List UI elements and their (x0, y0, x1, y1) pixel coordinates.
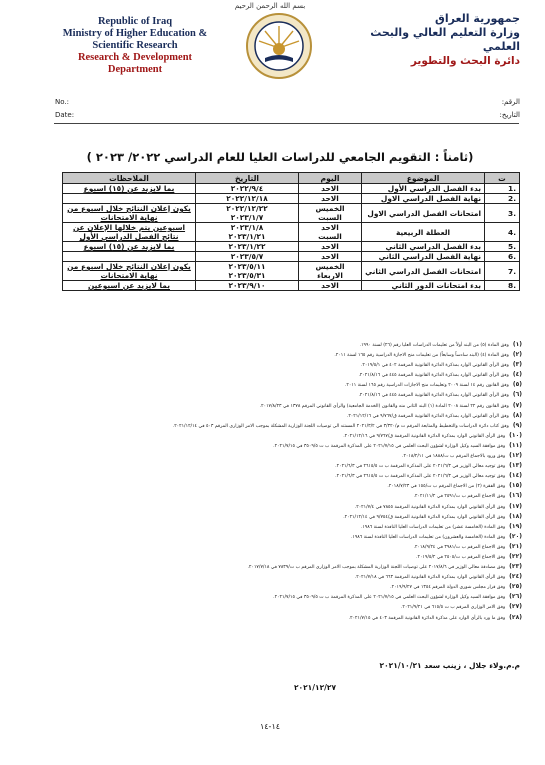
header-arabic (345, 12, 520, 68)
table-row (63, 204, 520, 223)
row-day-start: الخميس (315, 262, 345, 271)
reference-text: وفق الرأي القانوني الوارد بمذكرة الدائرة القانونية المرقمة ٦٦٣ في ٢٠٢١/٧/١٨. (354, 575, 506, 581)
reference-number: (٢٢) (509, 552, 522, 560)
row-day: الاحد (299, 242, 362, 252)
reference-text: وفق الرأي القانوني الوارد بمذكرة الدائرة القانونية المرقمة ٤٤٥ في ٢٠٢١/٨/١٦. (358, 373, 509, 379)
reference-text: وفق الاجماع المرقم ب ت/٢٥٠٥ في ٢٠١٩/٥/٢. (416, 554, 506, 560)
col-header-date: التاريخ (196, 173, 299, 184)
reference-text: وفق الرأي القانوني الوارد بمذكرة الدائرة القانونية المرقمة ٤٤٥ في ٢٠٢١/٨/١٦. (358, 393, 509, 399)
reference-number: (١٢) (509, 452, 522, 460)
row-day: الاحد (299, 281, 362, 291)
row-notes: بما لايزيد عن (١٥) اسبوع (63, 242, 196, 252)
date-label-ar: التاريخ: (499, 111, 520, 119)
reference-text: وفق الفقرة (٢) من الاجماع المرقم ب ت/١٥٥ في ٢٠١٨/٧/٢٣. (387, 484, 506, 490)
reference-item (40, 532, 522, 542)
reference-item (40, 350, 522, 360)
reference-item (40, 360, 522, 370)
row-notes-line: نهاية الامتحانات (100, 271, 158, 280)
reference-item (40, 572, 522, 582)
reference-number: (٢) (512, 351, 522, 359)
reference-item (40, 491, 522, 501)
reference-text: وفق المادة (٤) (البند سادساً وسابعاً) من تعليمات منح الاجازة الدراسية رقم ١٦٥ لسنة ٢٠١١. (334, 353, 509, 359)
row-day-end: السبت (318, 213, 342, 222)
row-notes-line: يكون إعلان النتائج خلال اسبوع من (67, 204, 191, 213)
reference-item (40, 582, 522, 592)
row-topic: بدء الفصل الدراسي الأول (362, 184, 485, 194)
row-notes (63, 223, 196, 242)
row-day: الاحد (299, 194, 362, 204)
header-english (40, 16, 230, 76)
reference-item (40, 441, 522, 451)
col-header-day: اليوم (299, 173, 362, 184)
reference-item (40, 542, 522, 552)
reference-number: (٢١) (509, 542, 522, 550)
row-notes (63, 204, 196, 223)
reference-text: وفق القانون رقم ٢٢ لسنة ٢٠٠٨ المادة (١) البند الثاني منه والقانون (الخدمة الجامعية) والرأي القانوني المرقم ١٣٧٨ في ٢٠١٧/٨/٢٣. (259, 403, 509, 409)
reference-number: (١٠) (509, 431, 522, 439)
reference-number: (١) (512, 341, 522, 348)
row-date-end: ٢٠٢٣/٥/٣١ (228, 271, 266, 280)
reference-number: (١٣) (509, 462, 522, 470)
row-topic: بدء الفصل الدراسي الثاني (362, 242, 485, 252)
reference-item (40, 390, 522, 400)
row-day: الاحد (299, 184, 362, 194)
page-number: ١٤-١٤ (259, 722, 281, 731)
col-header-topic: الموضوع (362, 173, 485, 184)
reference-number: (٢٥) (509, 583, 522, 591)
reference-text: وفق قرار مجلس شورى الدولة المرقم ١٣٥٤ في ٢٠١٩/٩/٢٧. (390, 585, 506, 591)
reference-item (40, 552, 522, 562)
reference-item (40, 421, 522, 431)
row-notes (63, 194, 196, 204)
table-row (63, 252, 520, 262)
reference-number: (١٩) (509, 522, 522, 530)
reference-number: (٦) (512, 391, 522, 399)
row-day (299, 262, 362, 281)
row-date (196, 262, 299, 281)
row-date: ٢٠٢٢/٩/٤ (196, 184, 299, 194)
row-number: .1 (485, 184, 520, 194)
prepared-by: م.م.ولاء جلال ، زينب سعد ٢٠٢١/١٠/٢١ (379, 661, 520, 670)
final-date: ٢٠٢١/١٢/٢٧ (293, 683, 337, 692)
reference-text: وفق توجيه معالي الوزير في ٢٠٢١/٦/٣ على المذكرة المرقمة ب ت ٢٦١٥/٥ في ٢٠٢١/٦/٣. (335, 464, 506, 470)
table-row (63, 194, 520, 204)
table-row (63, 223, 520, 242)
row-number: .4 (485, 223, 520, 242)
reference-text: وفق الرأي القانوني الوارد بمذكرة الدائرة القانونية المرقمة ق/٩/٧٥٤ في ٢٠٢١/١٢/١٤. (343, 514, 506, 520)
reference-item (40, 431, 522, 441)
row-notes: بما لايزيد عن (١٥) اسبوع (63, 184, 196, 194)
reference-text: وفق ما ورد بالرأي الوارد على مذكرة الدائرة القانونية المرقمة ٤٠٣ في ٢٠٢١/٧/١٥. (348, 615, 506, 621)
reference-item (40, 370, 522, 380)
header-divider (54, 123, 519, 124)
reference-item (40, 562, 522, 572)
row-date-end: ٢٠٢٣/١/٧ (230, 213, 264, 222)
row-date-start: ٢٠٢٣/١/٨ (230, 223, 264, 232)
reference-text: وفق مصادقة معالي الوزير في ٢٠١٧/٨/٦ على توصيات اللجنة الوزارية المشكلة بموجب الامر الوزاري المرقم ب ت/٧٨٣٩ في ٢٠١٧/٧/١٨. (247, 565, 506, 571)
reference-number: (٢٧) (509, 603, 522, 611)
reference-text: وفق كتاب دائرة الدراسات والتخطيط والمتابعة المرقم ت م/٣/٣٢٠ في ٢٠٢١/٣/٢ المستند الى توصيات اللجنة الوزارية المشكلة بموجب الامر الوزاري المرقم ٥٠٣ في ٢٠٢١/١٢/١٤. (172, 423, 509, 429)
date-label-en: Date: (55, 111, 75, 119)
reference-number: (١١) (509, 441, 522, 449)
reference-item (40, 340, 522, 350)
row-topic: امتحانات الفصل الدراسي الثاني (362, 262, 485, 281)
reference-text: وفق موافقة السيد وكيل الوزارة لشؤون البحث العلمي في ٢٠٢١/٧/١٥ على المذكرة المرقمة ب ت ٣٥٠٩/٥ في ٢٠٢١/٧/١٥. (273, 595, 506, 601)
section-title: (ثامناً : التقويم الجامعي للدراسات العليا للعام الدراسي ٢٠٢٢/ ٢٠٢٣ ) (86, 150, 474, 164)
reference-text: وفق الرأي القانوني الوارد بمذكرة الدائرة القانونية المرقمة ق/٩/٧٦٧ في ٢٠٢١/١٢/١٦. (343, 433, 506, 439)
row-topic: امتحانات الفصل الدراسي الاول (362, 204, 485, 223)
row-date: ٢٠٢٣/٩/١٠ (196, 281, 299, 291)
table-row (63, 281, 520, 291)
table-row (63, 242, 520, 252)
table-row (63, 184, 520, 194)
row-day-start: الخميس (315, 204, 345, 213)
reference-text: وفق المادة (الخامسة عشر) من تعليمات الدراسات العليا النافذة لسنة ١٩٨٦. (360, 524, 506, 530)
row-day (299, 204, 362, 223)
table-header-row (63, 173, 520, 184)
reference-text: وفق موافقة السيد وكيل الوزارة لشؤون البحث العلمي في ٢٠٢١/٧/١٥ على المذكرة المرقمة ب ت ٣٥٠٩/٥ في ٢٠٢١/٧/١٥. (273, 443, 506, 449)
header-en-line: Scientific Research (92, 40, 178, 51)
header-ar-line: جمهورية العراق (435, 12, 520, 25)
row-notes-line: يكون إعلان النتائج خلال اسبوع من (67, 262, 191, 271)
row-date-start: ٢٠٢٢/١٢/٢٢ (226, 204, 268, 213)
reference-item (40, 602, 522, 612)
header-ar-line: وزارة التعليم العالي والبحث العلمي (370, 26, 520, 53)
row-notes-line: نتائج الفصل الدراسي الأول (79, 232, 179, 241)
row-number: .2 (485, 194, 520, 204)
reference-item (40, 411, 522, 421)
reference-item (40, 512, 522, 522)
reference-item (40, 401, 522, 411)
row-date (196, 223, 299, 242)
header-en-line: Ministry of Higher Education & (62, 28, 208, 39)
row-notes (63, 262, 196, 281)
reference-item (40, 522, 522, 532)
row-day: الاحد (299, 252, 362, 262)
col-header-notes: الملاحظات (63, 173, 196, 184)
reference-text: وفق توجيه معالي الوزير في ٢٠٢١/٦/٣ على المذكرة المرقمة ب ت ٢٦١٥/٥ في ٢٠٢١/٦/٣. (335, 474, 506, 480)
reference-number: (١٧) (509, 502, 522, 510)
reference-number-label-ar: الرقم: (501, 98, 520, 106)
col-header-num: ت (485, 173, 520, 184)
reference-item (40, 380, 522, 390)
reference-number: (٥) (512, 381, 522, 389)
reference-number: (١٨) (509, 512, 522, 520)
row-number: .3 (485, 204, 520, 223)
row-date (196, 204, 299, 223)
header-en-line: Republic of Iraq (97, 16, 173, 27)
reference-number: (٢٨) (509, 613, 522, 621)
row-topic: بدء امتحانات الدور الثاني (362, 281, 485, 291)
reference-item (40, 613, 522, 623)
row-number: .7 (485, 262, 520, 281)
reference-number: (٢٣) (509, 563, 522, 571)
row-date: ٢٠٢٣/١/٢٢ (196, 242, 299, 252)
row-notes (63, 252, 196, 262)
row-day-end: الاربعاء (317, 271, 343, 280)
header-ar-line: دائرة البحث والتطوير (410, 55, 520, 67)
row-day-end: السبت (318, 232, 342, 241)
header-en-line: Department (107, 64, 163, 75)
row-number: .5 (485, 242, 520, 252)
row-date: ٢٠٢٣/٥/٧ (196, 252, 299, 262)
row-notes: بما لايزيد عن اسبوعين (63, 281, 196, 291)
reference-item (40, 502, 522, 512)
reference-number: (١٤) (509, 472, 522, 480)
reference-number: (٢٦) (509, 593, 522, 601)
reference-text: وفق الرأي القانوني الوارد بمذكرة الدائرة القانونية المرقمة ٧٨٥٥ في ٢٠٢١/٧/٤. (354, 504, 506, 510)
row-number: .8 (485, 281, 520, 291)
reference-text: وفق الاجماع المرقم ب ت/٢٥٩١ في ٢٠٢١/١١/٢. (413, 494, 506, 500)
reference-number: (٢٤) (509, 573, 522, 581)
reference-item (40, 592, 522, 602)
reference-number: (٤) (512, 371, 522, 379)
row-date-end: ٢٠٢٣/١/٢١ (228, 232, 266, 241)
reference-text: وفق ورود بالاجماع المرقم ب ت/١٨٨٨ في ٢٠١٨/٢/١١. (402, 454, 506, 460)
table-row (63, 262, 520, 281)
basmala: بسم الله الرحمن الرحيم (234, 2, 306, 10)
reference-number: (١٥) (509, 482, 522, 490)
reference-item (40, 451, 522, 461)
reference-text: وفق الرأي القانوني الوارد بمذكرة الدائرة القانونية المرقمة ٤٠٢ في ٢٠١٩/٥/١. (360, 363, 509, 369)
reference-item (40, 471, 522, 481)
reference-number: (١٦) (509, 492, 522, 500)
reference-text: وفق المادة (٥) من البند أولاً من تعليمات الدراسات العليا رقم (٢٦) لسنة ١٩٩٠. (359, 343, 509, 348)
ministry-seal-icon (245, 12, 313, 80)
reference-number-label-en: No.: (55, 98, 69, 106)
row-topic: نهاية الفصل الدراسي الثاني (362, 252, 485, 262)
academic-calendar-table (62, 172, 520, 291)
row-date: ٢٠٢٢/١٢/١٨ (196, 194, 299, 204)
row-date-start: ٢٠٢٣/٥/١١ (228, 262, 266, 271)
row-notes-line: اسبوعين يتم خلالها الإعلان عن (72, 223, 186, 232)
row-number: .6 (485, 252, 520, 262)
reference-item (40, 481, 522, 491)
reference-text: وفق القانون رقم ١٤ لسنة ٢٠٠٩ وتعليمات منح الاجازات الدراسية رقم ١٦٥ لسنة ٢٠١١. (344, 383, 509, 389)
reference-number: (٢٠) (509, 532, 522, 540)
reference-item (40, 461, 522, 471)
reference-text: وفق الاجماع المرقم ب ت/٣٩٨١ في ٢٠١٨/٩/٢٤. (413, 544, 506, 550)
reference-number: (٨) (512, 411, 522, 419)
reference-text: وفق الامر الوزاري المرقم ب ت ٦١٥/٥ في ٢٠٢١/٩/٢١. (400, 605, 506, 611)
reference-text: وفق الرأي القانوني الوارد بمذكرة الدائرة القانونية المرقمة ق/٩/٧٦٧ في ٢٠٢١/١٢/١٦. (346, 413, 509, 419)
row-topic: العطلة الربيعية (362, 223, 485, 242)
row-notes-line: نهاية الامتحانات (100, 213, 158, 222)
row-day-start: الاحد (321, 223, 339, 232)
header-en-line: Research & Development (77, 52, 193, 63)
reference-number: (٣) (512, 361, 522, 369)
row-topic: نهاية الفصل الدراسي الاول (362, 194, 485, 204)
reference-number: (٧) (512, 401, 522, 409)
row-day (299, 223, 362, 242)
reference-number: (٩) (512, 421, 522, 429)
reference-text: وفق المادة (الخامسة والعشرون) من تعليمات الدراسات العليا النافذة لسنة ١٩٨٦. (350, 534, 506, 540)
references-list (40, 340, 522, 623)
